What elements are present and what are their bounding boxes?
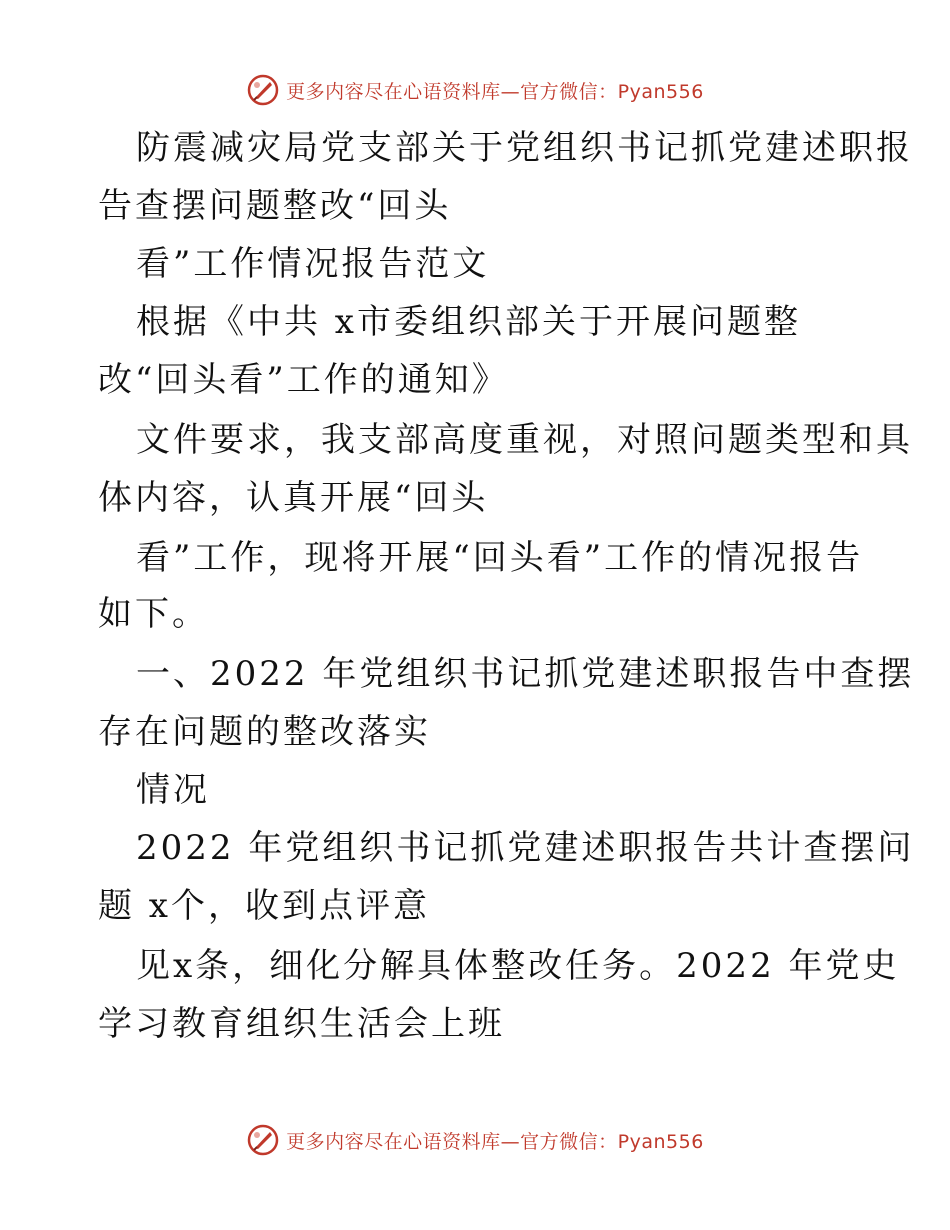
quill-logo-icon [246, 73, 280, 107]
text-line: 情况 [136, 770, 210, 810]
text-line: 改“回头看”工作的通知》 [98, 360, 509, 400]
text-line: 看”工作情况报告范文 [136, 244, 490, 284]
text-line: 见x条，细化分解具体整改任务。2022 年党史 [136, 946, 900, 986]
text-line: 一、2022 年党组织书记抓党建述职报告中查摆 [136, 654, 915, 694]
text-line: 学习教育组织生活会上班 [98, 1004, 505, 1044]
text-line: 文件要求，我支部高度重视，对照问题类型和具 [136, 420, 913, 460]
footer-banner [0, 1120, 950, 1160]
text-line: 体内容，认真开展“回头 [98, 478, 489, 518]
text-line: 存在问题的整改落实 [98, 712, 431, 752]
banner-text: 更多内容尽在心语资料库—官方微信：Pyan556 [286, 80, 704, 103]
text-line: 防震减灾局党支部关于党组织书记抓党建述职报 [136, 128, 913, 168]
banner-text: 更多内容尽在心语资料库—官方微信：Pyan556 [286, 1130, 704, 1153]
header-banner [0, 70, 950, 110]
quill-logo-icon [246, 1123, 280, 1157]
text-line: 2022 年党组织书记抓党建述职报告共计查摆问 [136, 828, 915, 868]
text-line: 看”工作，现将开展“回头看”工作的情况报告 [136, 538, 864, 578]
text-line: 告查摆问题整改“回头 [98, 186, 452, 226]
text-line: 根据《中共 x市委组织部关于开展问题整 [136, 302, 801, 342]
text-line: 题 x个，收到点评意 [98, 886, 430, 926]
text-line: 如下。 [98, 594, 209, 634]
